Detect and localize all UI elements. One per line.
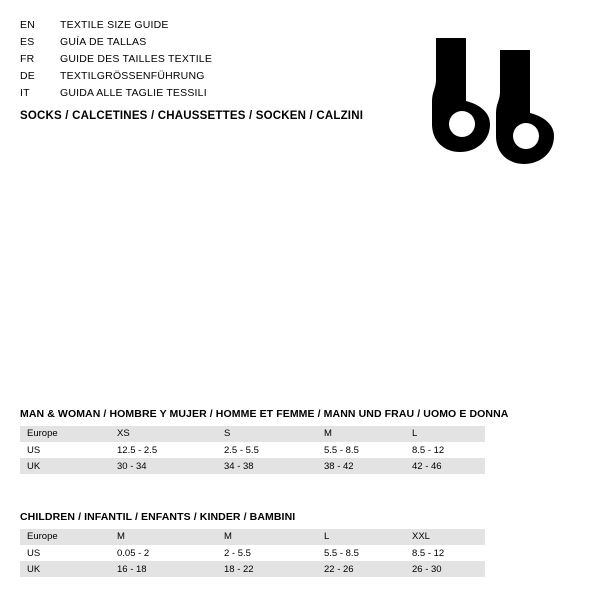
cell: L — [405, 426, 485, 442]
cell: 34 - 38 — [217, 458, 317, 474]
socks-icon — [412, 18, 562, 168]
cell: L — [317, 529, 405, 545]
cell: 38 - 42 — [317, 458, 405, 474]
children-table-title: CHILDREN / INFANTIL / ENFANTS / KINDER / BAMBINI — [20, 511, 296, 523]
language-row-en — [20, 17, 360, 34]
cell: 5.5 - 8.5 — [317, 545, 405, 561]
adult-size-table-section — [20, 408, 580, 474]
cell: 8.5 - 12 — [405, 442, 485, 458]
language-row-fr — [20, 51, 360, 68]
language-text-en: TEXTILE SIZE GUIDE — [60, 19, 169, 31]
cell: US — [20, 442, 110, 458]
table-row — [20, 458, 485, 474]
cell: S — [217, 426, 317, 442]
language-code-en: EN — [20, 19, 35, 31]
language-list — [20, 17, 360, 102]
table-row — [20, 529, 485, 545]
language-code-es: ES — [20, 36, 35, 48]
cell: M — [110, 529, 217, 545]
cell: Europe — [20, 426, 110, 442]
language-text-it: GUIDA ALLE TAGLIE TESSILI — [60, 87, 207, 99]
cell: 2 - 5.5 — [217, 545, 317, 561]
adult-size-table — [20, 426, 485, 474]
language-code-de: DE — [20, 70, 35, 82]
cell: 12.5 - 2.5 — [110, 442, 217, 458]
cell: XXL — [405, 529, 485, 545]
cell: 0.05 - 2 — [110, 545, 217, 561]
cell: M — [217, 529, 317, 545]
language-code-it: IT — [20, 87, 30, 99]
cell: 30 - 34 — [110, 458, 217, 474]
language-row-de — [20, 68, 360, 85]
cell: M — [317, 426, 405, 442]
language-text-fr: GUIDE DES TAILLES TEXTILE — [60, 53, 213, 65]
language-text-de: TEXTILGRÖSSENFÜHRUNG — [60, 70, 205, 82]
cell: US — [20, 545, 110, 561]
language-row-it — [20, 85, 360, 102]
language-text-es: GUÍA DE TALLAS — [60, 36, 147, 48]
cell: 5.5 - 8.5 — [317, 442, 405, 458]
cell: 42 - 46 — [405, 458, 485, 474]
cell: UK — [20, 561, 110, 577]
adult-table-title: MAN & WOMAN / HOMBRE Y MUJER / HOMME ET FEMME / MANN UND FRAU / UOMO E DONNA — [20, 408, 509, 420]
cell: 18 - 22 — [217, 561, 317, 577]
children-size-table — [20, 529, 485, 577]
cell: 8.5 - 12 — [405, 545, 485, 561]
cell: 2.5 - 5.5 — [217, 442, 317, 458]
language-code-fr: FR — [20, 53, 35, 65]
cell: XS — [110, 426, 217, 442]
table-row — [20, 426, 485, 442]
cell: 16 - 18 — [110, 561, 217, 577]
table-row — [20, 442, 485, 458]
cell: UK — [20, 458, 110, 474]
cell: 22 - 26 — [317, 561, 405, 577]
cell: Europe — [20, 529, 110, 545]
children-size-table-section — [20, 511, 580, 577]
language-row-es — [20, 34, 360, 51]
table-row — [20, 545, 485, 561]
product-category-subtitle: SOCKS / CALCETINES / CHAUSSETTES / SOCKEN / CALZINI — [20, 110, 364, 122]
cell: 26 - 30 — [405, 561, 485, 577]
table-row — [20, 561, 485, 577]
